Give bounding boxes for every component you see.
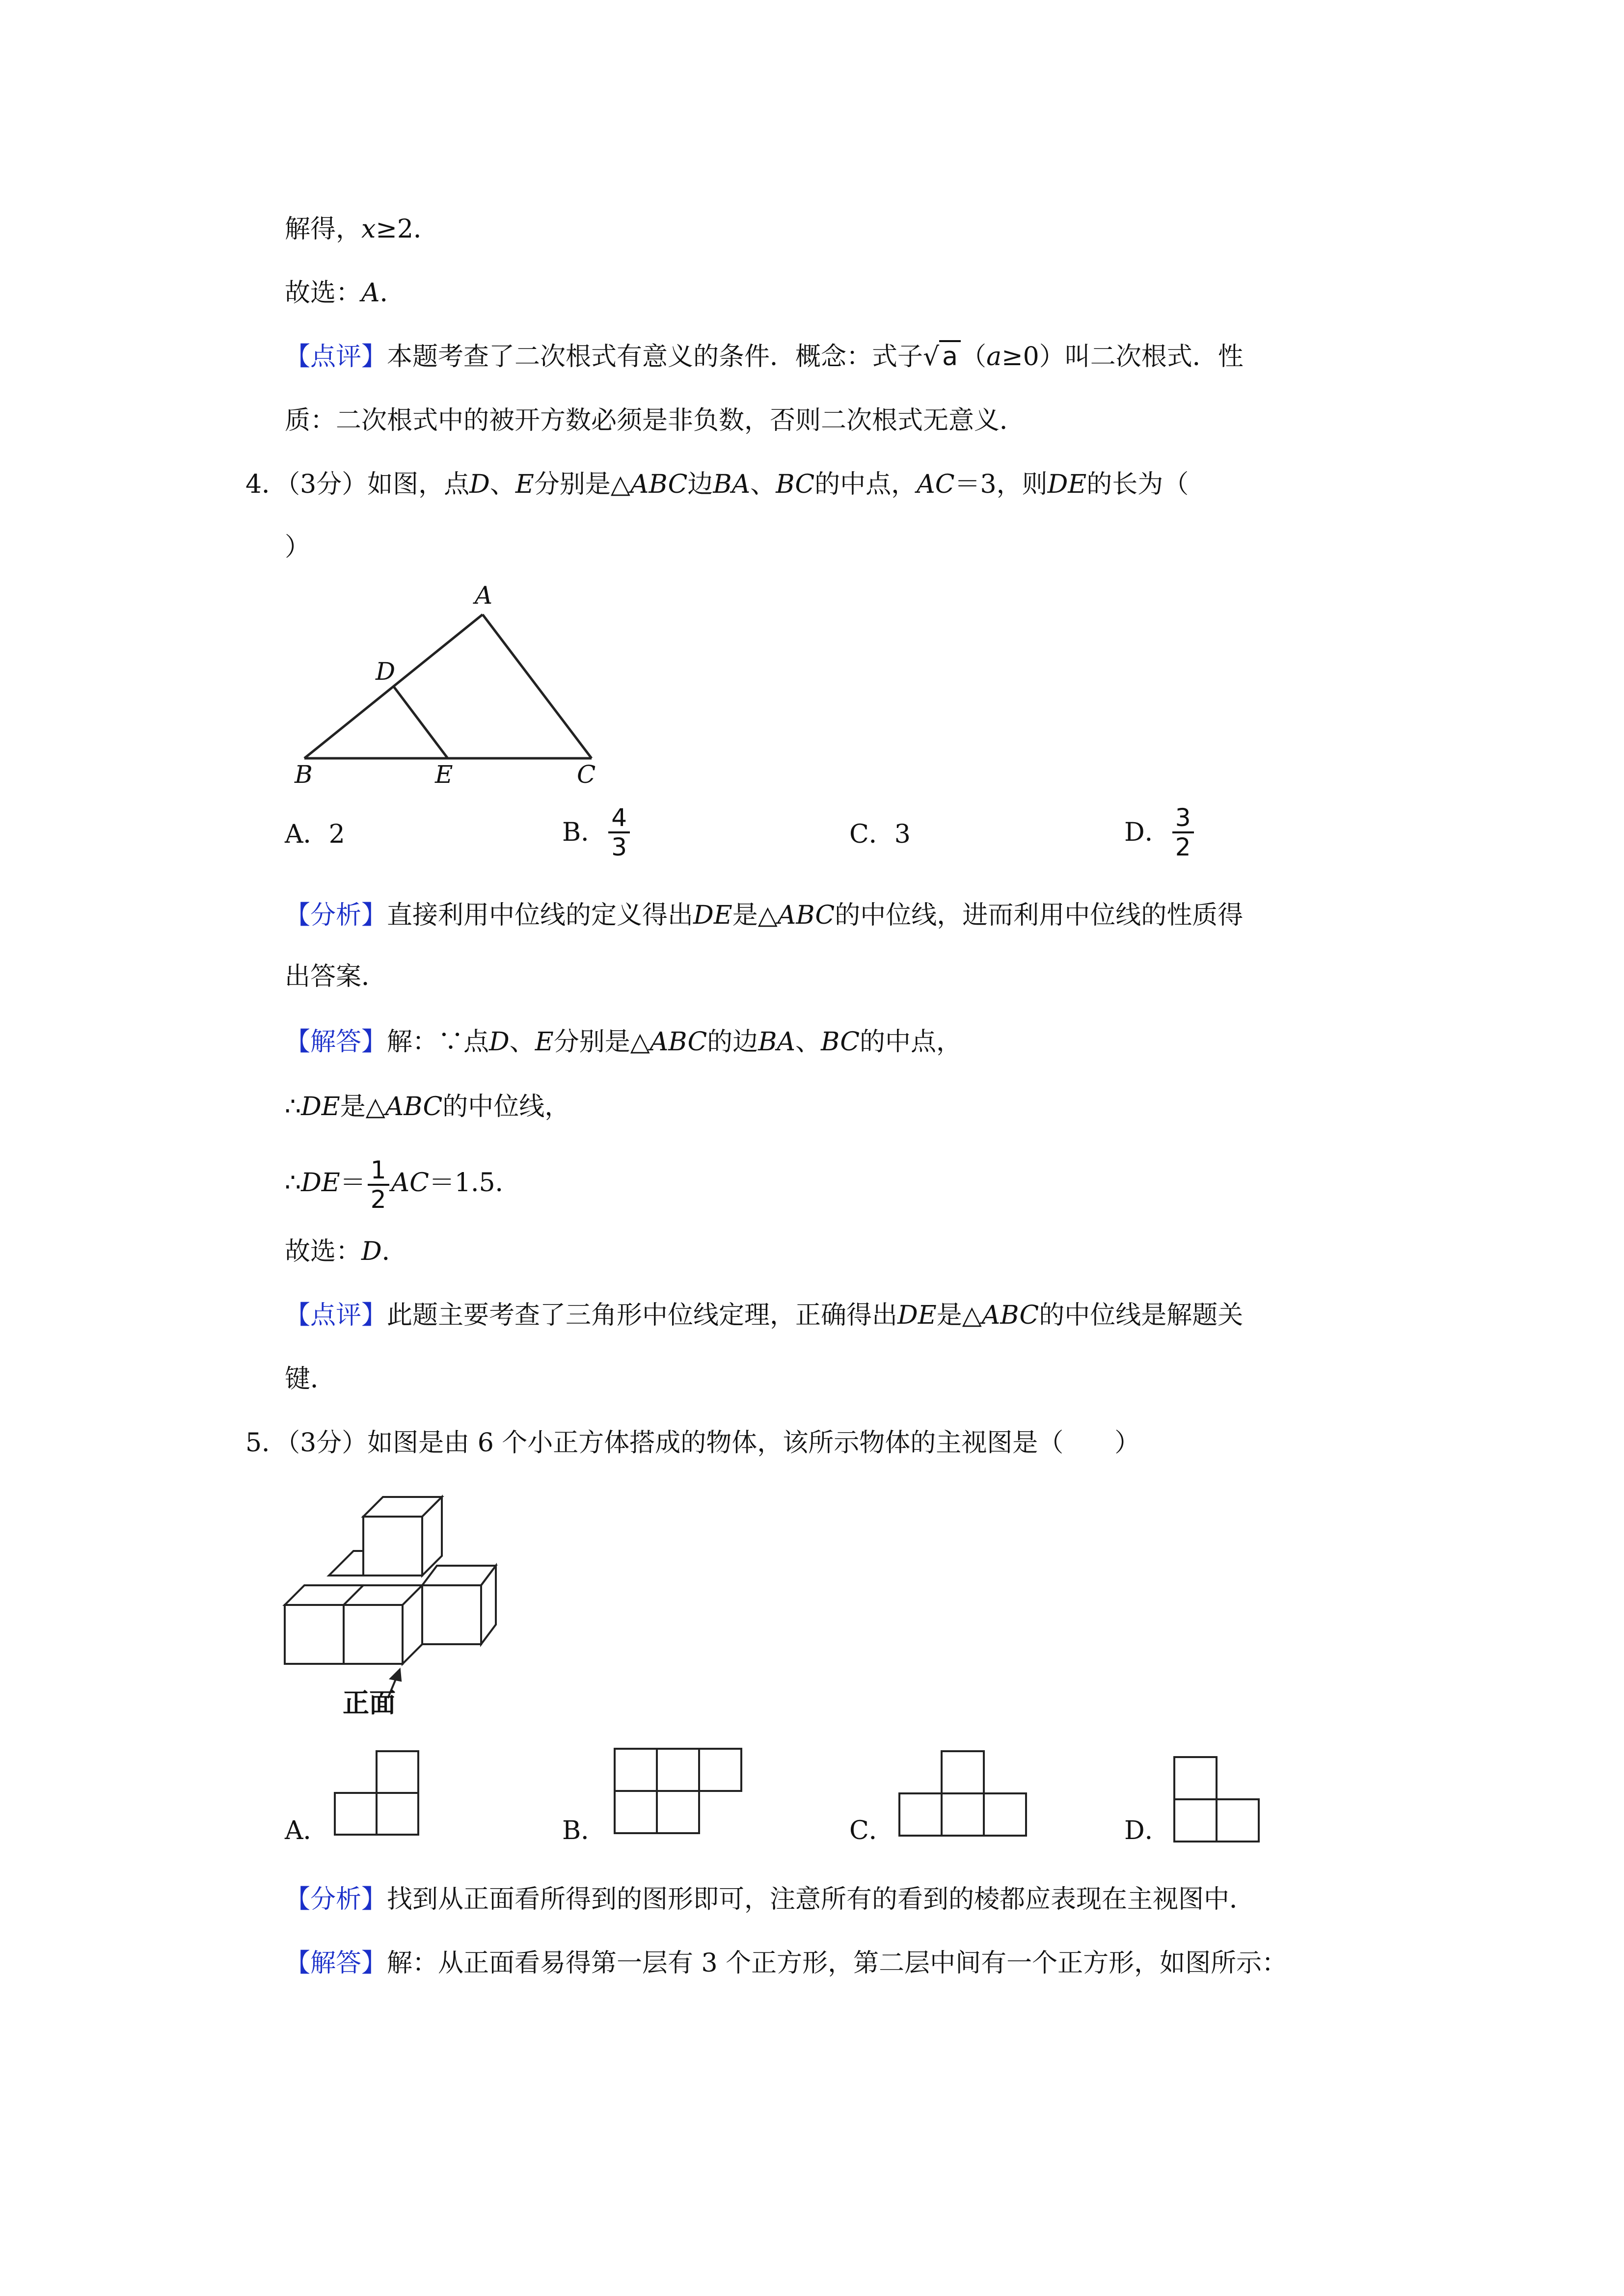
q4-option-c[interactable]: C．3 bbox=[849, 820, 911, 849]
solution-tag: 【解答】 bbox=[285, 1949, 387, 1978]
side-ac bbox=[483, 614, 592, 758]
q4-review-line-2: 键． bbox=[285, 1364, 336, 1394]
q5-option-b-figure bbox=[613, 1745, 750, 1843]
solve-line: 解得，x≥2． bbox=[285, 214, 439, 244]
q5-option-a[interactable]: A． bbox=[285, 1816, 329, 1845]
label-b: B bbox=[295, 760, 313, 789]
q4-stem: 4．（3分）如图，点D、E分别是△ABC边BA、BC的中点，AC＝3，则DE的长为（ bbox=[245, 470, 1189, 499]
analysis-tag: 【分析】 bbox=[285, 901, 387, 930]
answer-line: 故选：A． bbox=[285, 278, 406, 308]
solution-tag: 【解答】 bbox=[285, 1027, 387, 1057]
review-tag: 【点评】 bbox=[285, 1301, 387, 1330]
q5-option-a-figure bbox=[334, 1747, 422, 1845]
q5-solution: 【解答】解：从正面看易得第一层有 3 个正方形，第二层中间有一个正方形，如图所示： bbox=[285, 1949, 1288, 1978]
fraction-3-2: $\frac{3}{2}$ bbox=[1172, 804, 1194, 861]
q4-solution-line-1: 【解答】解：∵点D、E分别是△ABC的边BA、BC的中点， bbox=[285, 1027, 962, 1057]
q5-stem: 5．（3分）如图是由 6 个小正方体搭成的物体，该所示物体的主视图是（ ） bbox=[245, 1428, 1140, 1458]
sqrt-expression: √ a bbox=[923, 340, 961, 374]
segment-de bbox=[394, 687, 448, 758]
fraction-4-3: $\frac{4}{3}$ bbox=[608, 804, 630, 861]
analysis-tag: 【分析】 bbox=[285, 1885, 387, 1914]
q4-option-a[interactable]: A．2 bbox=[285, 820, 345, 849]
q4-solution-line-3: ∴DE＝ $\frac{1}{2}$ AC＝1.5． bbox=[285, 1155, 521, 1214]
q4-stem-close: ） bbox=[285, 533, 311, 562]
review-tag: 【点评】 bbox=[285, 342, 387, 372]
side-ba bbox=[304, 614, 483, 758]
q4-review-line-1: 【点评】此题主要考查了三角形中位线定理，正确得出DE是△ABC的中位线是解题关 bbox=[285, 1301, 1244, 1330]
q5-option-c[interactable]: C． bbox=[849, 1816, 894, 1845]
q4-analysis-line-1: 【分析】直接利用中位线的定义得出DE是△ABC的中位线，进而利用中位线的性质得 bbox=[285, 901, 1244, 930]
review-line-2: 质：二次根式中的被开方数必须是非负数，否则二次根式无意义． bbox=[285, 406, 1026, 435]
label-d: D bbox=[376, 657, 396, 686]
q5-option-d-figure bbox=[1172, 1753, 1266, 1851]
q4-option-d[interactable]: D． $\frac{3}{2}$ bbox=[1124, 804, 1196, 861]
triangle-figure bbox=[285, 579, 619, 795]
cube-figure bbox=[280, 1492, 525, 1723]
q5-analysis: 【分析】找到从正面看所得到的图形即可，注意所有的看到的棱都应表现在主视图中． bbox=[285, 1885, 1255, 1914]
q4-analysis-line-2: 出答案． bbox=[285, 962, 387, 991]
label-c: C bbox=[577, 760, 596, 789]
q4-solution-line-2: ∴DE是△ABC的中位线， bbox=[285, 1092, 570, 1121]
q4-solution-line-4: 故选：D． bbox=[285, 1237, 407, 1266]
label-e: E bbox=[435, 760, 453, 789]
q5-option-d[interactable]: D． bbox=[1124, 1816, 1170, 1845]
fraction-1-2: $\frac{1}{2}$ bbox=[368, 1156, 389, 1213]
q5-option-c-figure bbox=[897, 1747, 1035, 1845]
review-line-1: 【点评】本题考查了二次根式有意义的条件．概念：式子√ a （a≥0）叫二次根式．性 bbox=[285, 340, 1244, 374]
label-a: A bbox=[475, 581, 493, 610]
front-label: 正面 bbox=[343, 1687, 396, 1718]
q4-option-b[interactable]: B． $\frac{4}{3}$ bbox=[562, 804, 632, 861]
q5-option-b[interactable]: B． bbox=[562, 1816, 607, 1845]
